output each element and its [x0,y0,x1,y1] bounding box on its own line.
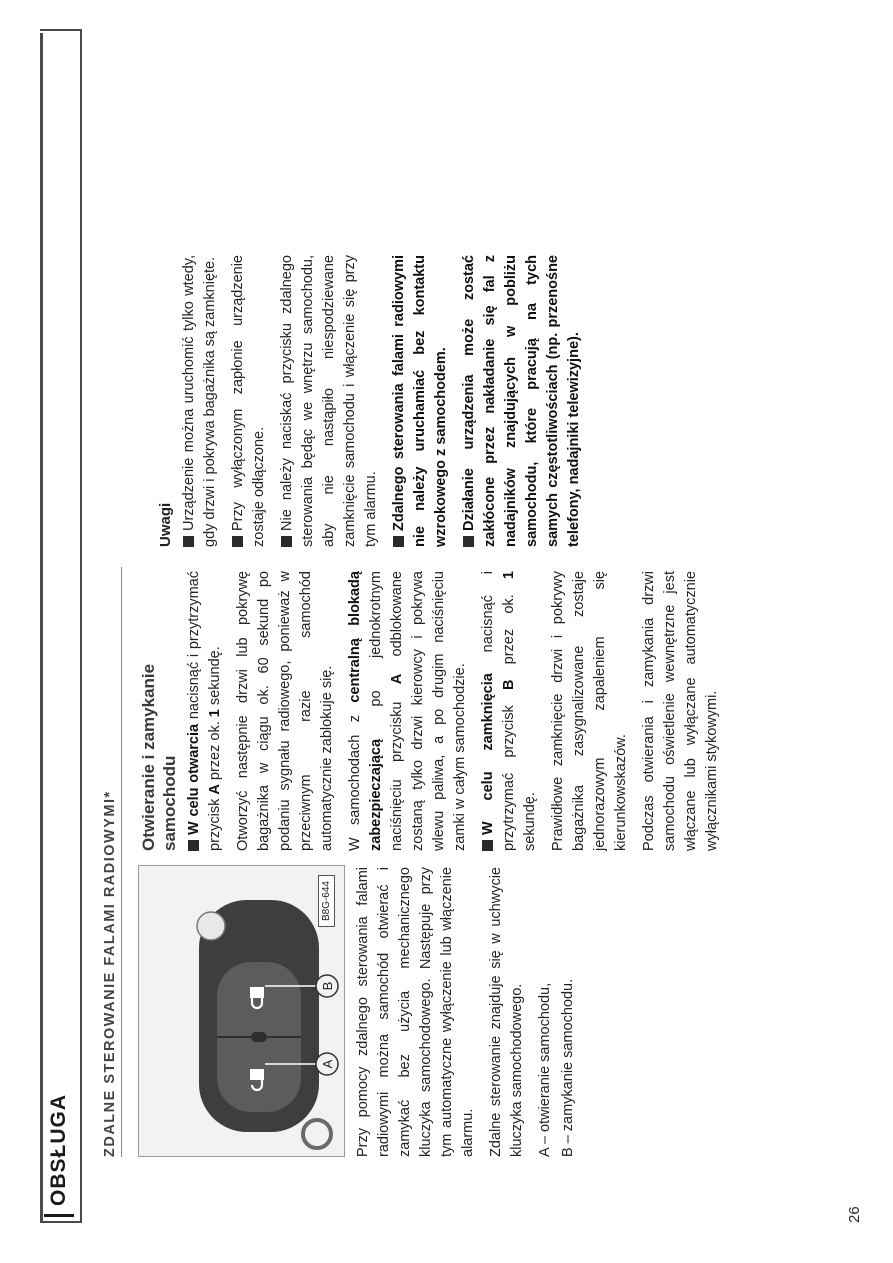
auto-lock-paragraph: Otworzyć następnie drzwi lub pokrywę bagażnika w ciągu ok. 60 sekund po podaniu sygnału radiowego, ponieważ w przeciwnym razie samochód automatycznie zablokuje się. [235,571,335,851]
note-4: Zdalnego sterowania falami radiowymi nie należy uruchamiać bez kontaktu wzrokowego z samochodem. [391,255,449,547]
figure-code: B8G-644 [318,875,335,927]
bullet-square-icon [463,536,474,547]
notes-column [155,255,592,547]
key-fob-illustration [139,866,344,1156]
chapter-rule [121,567,122,1157]
note-2: Przy wyłączonym zapłonie urządzenie zostaje odłączone. [230,255,267,547]
note-5: Działanie urządzenia może zostać zakłócone przez nakładanie się fal z nadajników znajdujących w pobliżu samochodu, które pracują na tych samych częstotliwościach (np. przenośne telefony, nadajniki telewizyjne). [461,255,582,547]
callout-b-label: B [320,981,335,991]
operation-column [138,571,730,851]
notes-heading: Uwagi [157,502,174,547]
note-1: Urządzenie można uruchomić tylko wtedy, gdy drzwi i pokrywa bagażnika są zamknięte. [181,255,218,547]
page-number: 26 [846,1206,863,1223]
fob-blade-end [197,912,225,940]
intro-paragraph: Przy pomocy zdalnego sterowania falami radiowymi można samochód otwierać i zamykać bez użycia mechanicznego kluczyka samochodowego. Następuje przy tym automatyczne wyłączenie lub włączenie alarmu. [355,867,476,1157]
callout-a-label: A [320,1059,335,1069]
key-fob-figure [138,865,345,1157]
bullet-square-icon [188,840,199,851]
intro-column [353,867,586,1157]
chapter-title: ZDALNE STEROWANIE FALAMI RADIOWYMI* [102,790,118,1157]
operation-heading: Otwieranie i zamykanie samochodu [139,663,179,851]
led-icon [251,1032,267,1042]
section-title: OBSŁUGA [44,1094,74,1217]
header-box [40,29,82,1223]
key-ring-icon [303,1120,331,1148]
central-lock-paragraph: W samochodach z centralną blokadą zabezpieczającą po jednokrotnym naciśnięciu przycisku A odblokowane zostaną tylko drzwi kierowcy i pokrywa wlewu paliwa, a po drugim naciśnięciu zamki w całym samochodzie. [347,571,468,851]
bullet-square-icon [232,536,243,547]
bullet-square-icon [183,536,194,547]
bullet-square-icon [393,536,404,547]
legend-b: B – zamykanie samochodu. [560,978,576,1157]
open-instruction: W celu otwarcia nacisnąć i przytrzymać przycisk A przez ok. 1 sekundę. [186,571,223,851]
bullet-square-icon [281,536,292,547]
legend-a: A – otwieranie samochodu, [537,982,553,1157]
close-instruction: W celu zamknięcia nacisnąć i przytrzymać przycisk B przez ok. 1 sekundę. [480,571,538,851]
signal-paragraph: Prawidłowe zamknięcie drzwi i pokrywy bagażnika zasygnalizowane zostaje jednorazowym zapaleniem się kierunkowskazów. [550,571,629,851]
note-3: Nie należy naciskać przycisku zdalnego sterowania będąc we wnętrzu samochodu, aby nie nastąpiło niespodziewane zamknięcie samochodu i włączenie się przy tym alarmu. [279,255,379,547]
interior-light-paragraph: Podczas otwierania i zamykania drzwi samochodu oświetlenie wewnętrzne jest włączane lub wyłączane automatycznie wyłącznikami stykowymi. [641,571,720,851]
bullet-square-icon [482,840,493,851]
location-paragraph: Zdalne sterowanie znajduje się w uchwycie kluczyka samochodowego. [488,867,525,1157]
